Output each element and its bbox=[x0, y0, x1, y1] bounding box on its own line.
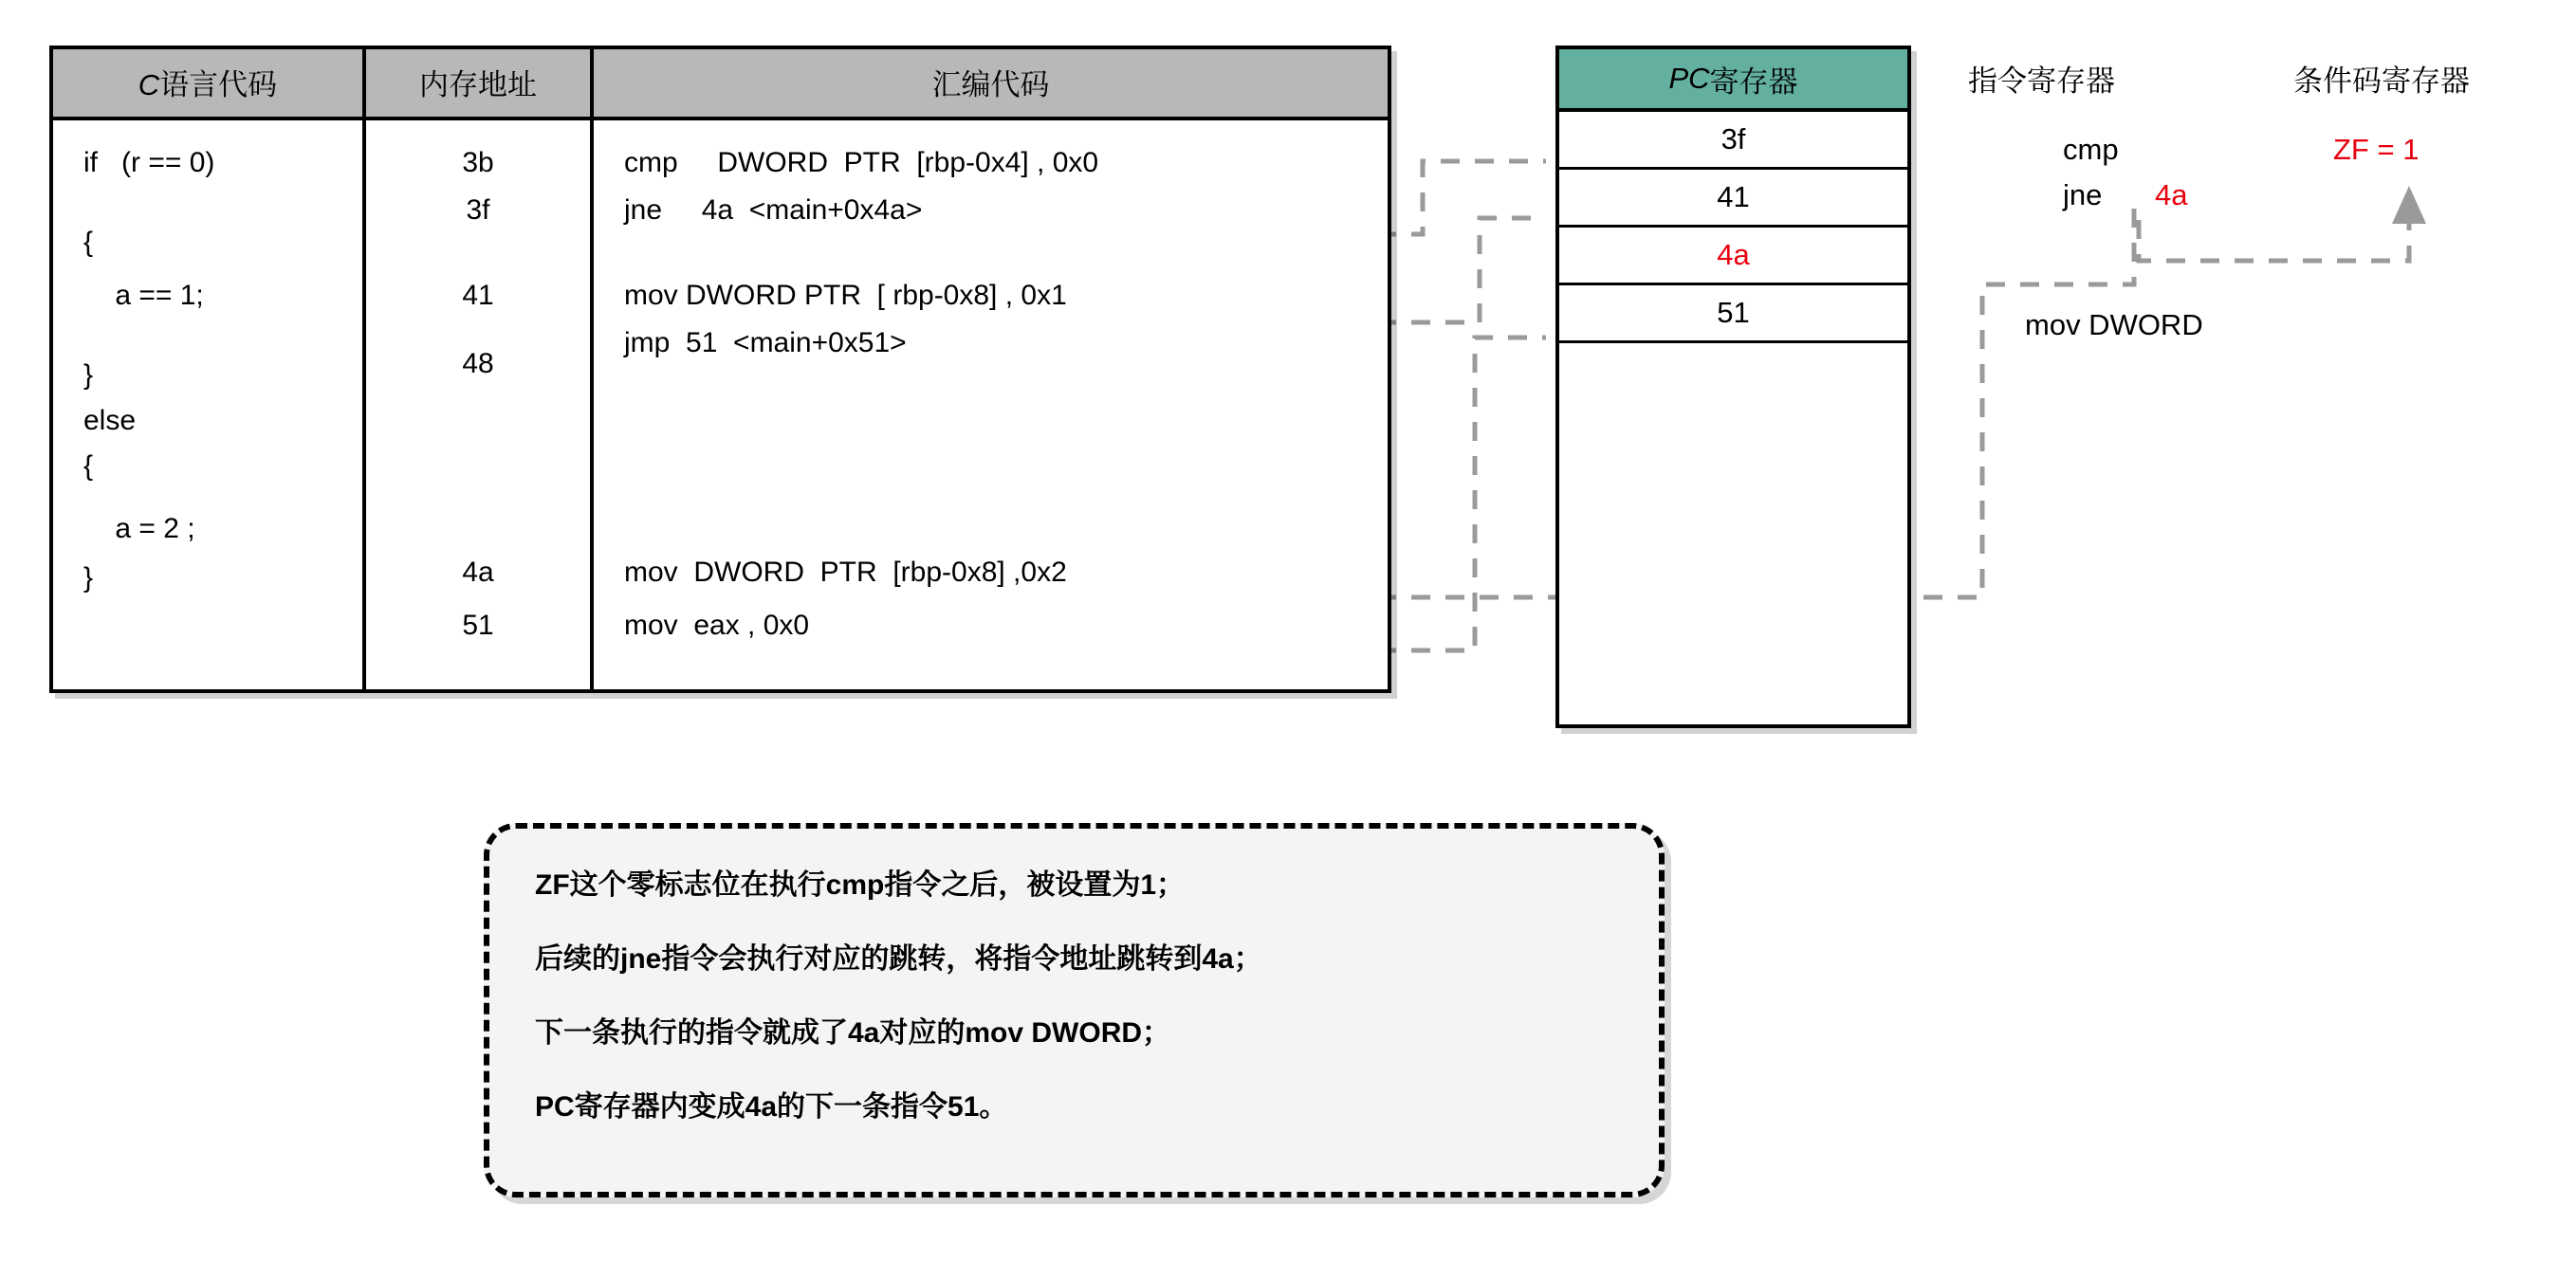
addr-3f: 3f bbox=[466, 194, 490, 226]
instruction-register-line-cmp: cmp bbox=[2063, 133, 2119, 166]
asm-mov2: mov DWORD PTR [rbp-0x8] ,0x2 bbox=[624, 557, 1067, 588]
column-mem-addr bbox=[366, 120, 594, 689]
pc-register-title: PC 寄存器 bbox=[1559, 49, 1907, 112]
c-line-3: } bbox=[83, 359, 94, 391]
addr-48: 48 bbox=[462, 348, 494, 379]
asm-cmp: cmp DWORD PTR [rbp-0x4] , 0x0 bbox=[624, 147, 1099, 178]
asm-jne: jne 4a <main+0x4a> bbox=[624, 194, 923, 226]
asm-mov3: mov eax , 0x0 bbox=[624, 610, 810, 641]
header-asm-code: 汇编代码 bbox=[931, 68, 1050, 101]
pc-row-3: 51 bbox=[1559, 285, 1907, 343]
addr-4a: 4a bbox=[462, 557, 494, 588]
pc-row-empty bbox=[1559, 343, 1907, 401]
code-table bbox=[49, 46, 1391, 693]
addr-51: 51 bbox=[462, 610, 494, 641]
pc-register-title-text: 寄存器 bbox=[1709, 64, 1798, 99]
pc-row-2-highlight: 4a bbox=[1559, 228, 1907, 285]
c-line-4: else bbox=[83, 405, 137, 436]
c-line-7: } bbox=[83, 562, 94, 594]
c-line-0: if (r == 0) bbox=[83, 147, 215, 178]
asm-mov1: mov DWORD PTR [ rbp-0x8] , 0x1 bbox=[624, 280, 1067, 311]
explanation-note bbox=[484, 823, 1665, 1197]
pc-row-0: 3f bbox=[1559, 112, 1907, 170]
condition-register-value: ZF = 1 bbox=[2333, 133, 2420, 166]
note-line-2: 下一条执行的指令就成了4a对应的mov DWORD； bbox=[535, 1017, 1171, 1049]
code-table-header bbox=[53, 49, 1388, 120]
c-line-5: { bbox=[83, 450, 94, 482]
pc-register bbox=[1555, 46, 1911, 728]
condition-register-title: 条件码寄存器 bbox=[2293, 64, 2470, 98]
header-mem-addr: 内存地址 bbox=[366, 49, 594, 117]
instruction-register-jne-target: 4a bbox=[2155, 178, 2188, 211]
note-line-0: ZF这个零标志位在执行cmp指令之后，被设置为1； bbox=[535, 869, 1186, 901]
asm-jmp: jmp 51 <main+0x51> bbox=[624, 327, 907, 358]
pc-row-1: 41 bbox=[1559, 170, 1907, 228]
note-line-3: PC寄存器内变成4a的下一条指令51。 bbox=[535, 1091, 1008, 1123]
column-asm-code bbox=[594, 120, 1388, 689]
header-c-code: C语言代码 bbox=[53, 49, 366, 117]
addr-3b: 3b bbox=[462, 147, 494, 178]
instruction-register-line-mov: mov DWORD bbox=[2025, 308, 2203, 341]
note-line-1: 后续的jne指令会执行对应的跳转，将指令地址跳转到4a； bbox=[535, 943, 1262, 975]
column-c-code bbox=[53, 120, 366, 689]
c-line-2: a == 1; bbox=[83, 280, 204, 311]
c-line-1: { bbox=[83, 227, 94, 258]
code-table-body bbox=[53, 120, 1388, 689]
addr-41: 41 bbox=[462, 280, 494, 311]
c-line-6: a = 2 ; bbox=[83, 513, 195, 544]
header-c-code-text: 语言代码 bbox=[159, 68, 278, 101]
instruction-register-line-jne: jne bbox=[2063, 178, 2103, 211]
instruction-register-title: 指令寄存器 bbox=[1968, 64, 2115, 98]
